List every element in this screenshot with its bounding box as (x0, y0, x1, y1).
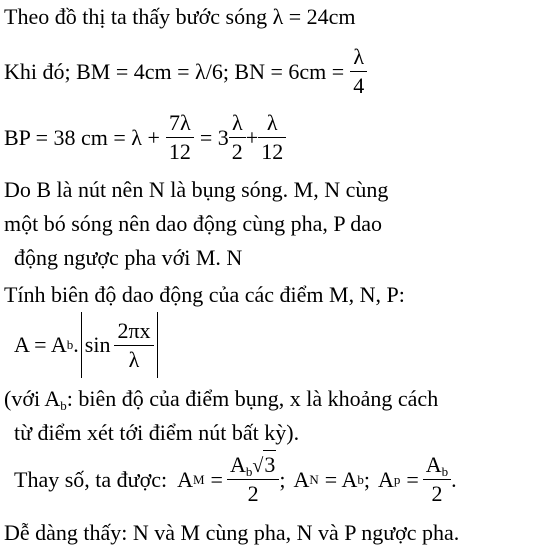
frac-ap (423, 454, 451, 505)
bp-eq-3: = 3 (199, 124, 229, 150)
formula-dot: . (73, 332, 79, 357)
sin-label: sin (84, 332, 111, 357)
frac-den: 12 (166, 137, 194, 163)
frac-7lambda-12 (166, 112, 194, 163)
abs-value (81, 312, 158, 378)
eq-p: = (406, 466, 419, 492)
sqrt-3: √ 3 (252, 452, 276, 477)
eq-m: = (210, 466, 223, 492)
line-node-antinode: Do B là nút nên N là bụng sóng. M, N cùng (4, 177, 389, 202)
frac-num: λ (231, 110, 243, 135)
frac-den: 4 (350, 71, 367, 97)
semi-2: ; (363, 466, 370, 492)
frac-2pix-lambda (114, 317, 153, 372)
line-bp (4, 112, 286, 163)
bp-text: BP = 38 cm = λ + (4, 124, 160, 150)
frac-num: $A_b$ (425, 452, 449, 479)
subst-text: Thay số, ta được: (14, 466, 168, 492)
frac-lambda-2 (229, 112, 246, 163)
eq-n: = A (324, 466, 358, 492)
line-bm-bn (4, 46, 367, 97)
note-sub: b (60, 398, 67, 413)
frac-den: 12 (258, 137, 286, 163)
an-label: A (293, 466, 310, 492)
line-same-phase: một bó sóng nên dao động cùng pha, P dao (4, 211, 383, 236)
note-b: : biên độ của điểm bụng, x là khoảng cách (66, 386, 439, 411)
end-dot: . (451, 466, 457, 492)
line-wavelength: Theo đồ thị ta thấy bước sóng λ = 24cm (4, 4, 356, 29)
bm-bn-text: Khi đó; BM = 4cm = λ/6; BN = 6cm = (4, 58, 345, 84)
frac-lambda-12 (258, 112, 286, 163)
frac-den: λ (114, 345, 153, 371)
frac-den: 2 (229, 137, 246, 163)
semi-1: ; (279, 466, 286, 492)
frac-num: λ (266, 110, 278, 135)
line-substitution: Thay số, ta được: A M = $A_b$ √ 3 2 ; A N = A b ; A p = $\frac{A_b}{2}$ . (14, 452, 457, 506)
ap-label: A (377, 466, 394, 492)
plus-sign: + (245, 124, 259, 150)
formula-lhs: A = A (14, 332, 67, 357)
amplitude-formula: A = A b . sin $\frac{2\pi x}{\lambda}$ (14, 312, 160, 378)
frac-am (227, 454, 279, 505)
frac-num: 2πx (117, 317, 151, 343)
frac-den: 2 (423, 479, 451, 505)
frac-num: 7λ (169, 110, 191, 135)
frac-num: $A_b$ √ 3 (229, 452, 276, 479)
frac-den: 2 (227, 479, 279, 505)
frac-num: λ (353, 44, 365, 69)
line-amplitude-intro: Tính biên độ dao động của các điểm M, N, P: (4, 282, 405, 307)
lambda-over-4 (350, 46, 367, 97)
line-note-x: từ điểm xét tới điểm nút bất kỳ). (14, 420, 300, 445)
line-note-ab (4, 386, 439, 413)
note-a: (với A (4, 386, 61, 411)
line-opposite-phase: động ngược pha với M. N (14, 245, 243, 270)
line-conclusion: Dễ dàng thấy: N và M cùng pha, N và P ngược pha. (4, 520, 460, 545)
am-label: A (177, 466, 193, 492)
